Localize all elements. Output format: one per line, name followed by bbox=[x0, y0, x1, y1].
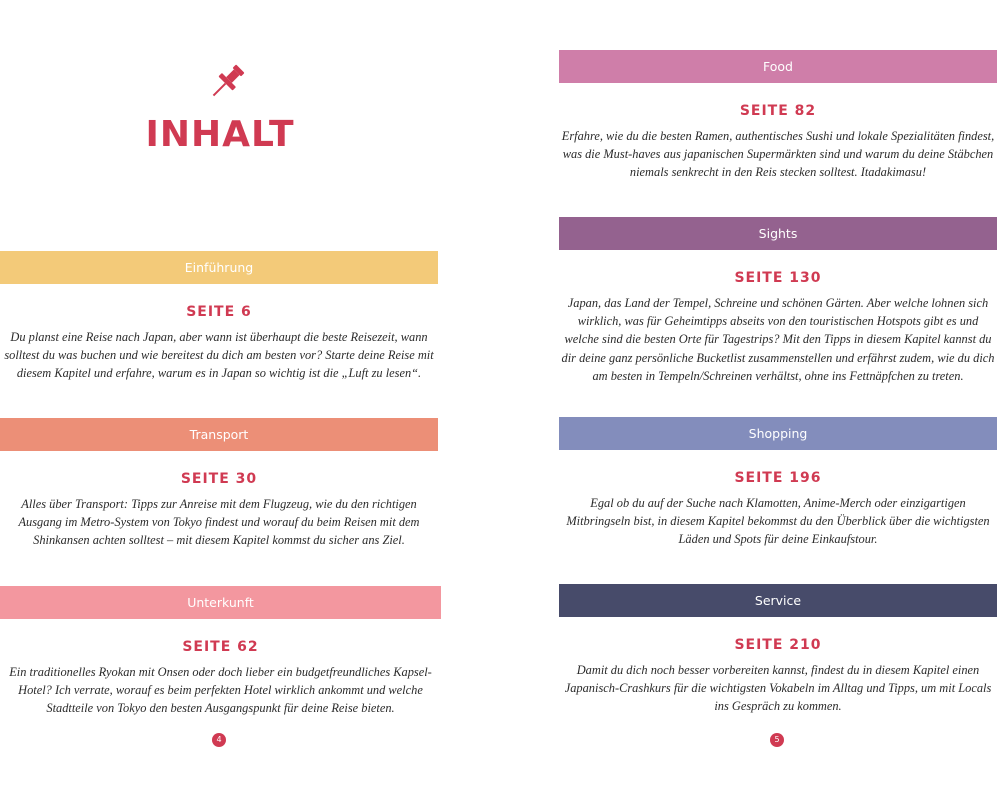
section-service bbox=[559, 584, 997, 716]
section-bar-food: Food bbox=[559, 50, 997, 83]
page-number-left: 4 bbox=[212, 733, 226, 747]
description-service: Damit du dich noch besser vorbereiten kannst, findest du in diesem Kapitel einen Japanisch-Crashkurs für die wichtigsten Vokabeln im Alltag und Tipps, um mit Locals ins Gespräch zu kommen. bbox=[564, 663, 992, 714]
page-ref-food: SEITE 82 bbox=[739, 103, 817, 119]
section-bar-einfuehrung: Einführung bbox=[0, 251, 438, 284]
section-sights bbox=[559, 217, 997, 385]
description-shopping: Egal ob du auf der Suche nach Klamotten, Anime-Merch oder einzigartigen Mitbringseln bist, in diesem Kapitel bekommst du den Überblick über die wichtigsten Läden und Spots für deine Einkaufstour. bbox=[566, 496, 990, 547]
section-food bbox=[559, 50, 997, 182]
page-ref-unterkunft: SEITE 62 bbox=[182, 639, 259, 655]
description-transport: Alles über Transport: Tipps zur Anreise mit dem Flugzeug, wie du den richtigen Ausgang im Metro-System von Tokyo findest und worauf du beim Reisen mit dem Shinkansen achten solltest – mit diesem Kapitel kommst du sicher ans Ziel. bbox=[18, 497, 420, 548]
page-ref-einfuehrung: SEITE 6 bbox=[186, 304, 252, 320]
section-bar-sights: Sights bbox=[559, 217, 997, 250]
description-einfuehrung: Du planst eine Reise nach Japan, aber wann ist überhaupt die beste Reisezeit, wann solltest du was buchen und wie bereitest du dich am besten vor? Starte deine Reise mit diesem Kapitel und erfahre, warum es in Japan so wichtig ist die „Luft zu lesen“. bbox=[4, 330, 434, 381]
section-einfuehrung bbox=[0, 251, 438, 383]
section-bar-service: Service bbox=[559, 584, 997, 617]
page-title: INHALT bbox=[145, 114, 295, 155]
page-ref-service: SEITE 210 bbox=[734, 637, 822, 653]
section-unterkunft bbox=[0, 586, 441, 718]
page-number-right: 5 bbox=[770, 733, 784, 747]
description-unterkunft: Ein traditionelles Ryokan mit Onsen oder doch lieber ein budgetfreundliches Kapsel-Hotel? Ich verrate, worauf es beim perfekten Hotel wirklich ankommt und welche Stadtteile von Tokyo den besten Ausgangspunkt für deine Reise bieten. bbox=[9, 665, 432, 716]
section-shopping bbox=[559, 417, 997, 549]
pushpin-icon bbox=[205, 64, 247, 102]
page-ref-transport: SEITE 30 bbox=[180, 471, 258, 487]
section-bar-unterkunft: Unterkunft bbox=[0, 586, 441, 619]
section-transport bbox=[0, 418, 438, 550]
page-ref-shopping: SEITE 196 bbox=[734, 470, 822, 486]
section-bar-transport: Transport bbox=[0, 418, 438, 451]
description-food: Erfahre, wie du die besten Ramen, authentisches Sushi und lokale Spezialitäten findest, was die Must-haves aus japanischen Supermärkten sind und warum du deine Stäbchen niemals senkrecht in den Reis stecken solltest. Itadakimasu! bbox=[561, 129, 995, 180]
page-ref-sights: SEITE 130 bbox=[734, 270, 822, 286]
section-bar-shopping: Shopping bbox=[559, 417, 997, 450]
description-sights: Japan, das Land der Tempel, Schreine und schönen Gärten. Aber welche lohnen sich wirklich, was für Geheimtipps abseits von den touristischen Hotspots gibt es und welche sind die besten Orte für Tagestrips? Mit den Tipps in diesem Kapitel kannst du dir deine ganz persönliche Bucketlist zusammenstellen und erfährst zudem, wie du dich am besten in Tempeln/Schreinen verhältst, ohne ins Fettnäpfchen zu treten. bbox=[561, 296, 995, 383]
